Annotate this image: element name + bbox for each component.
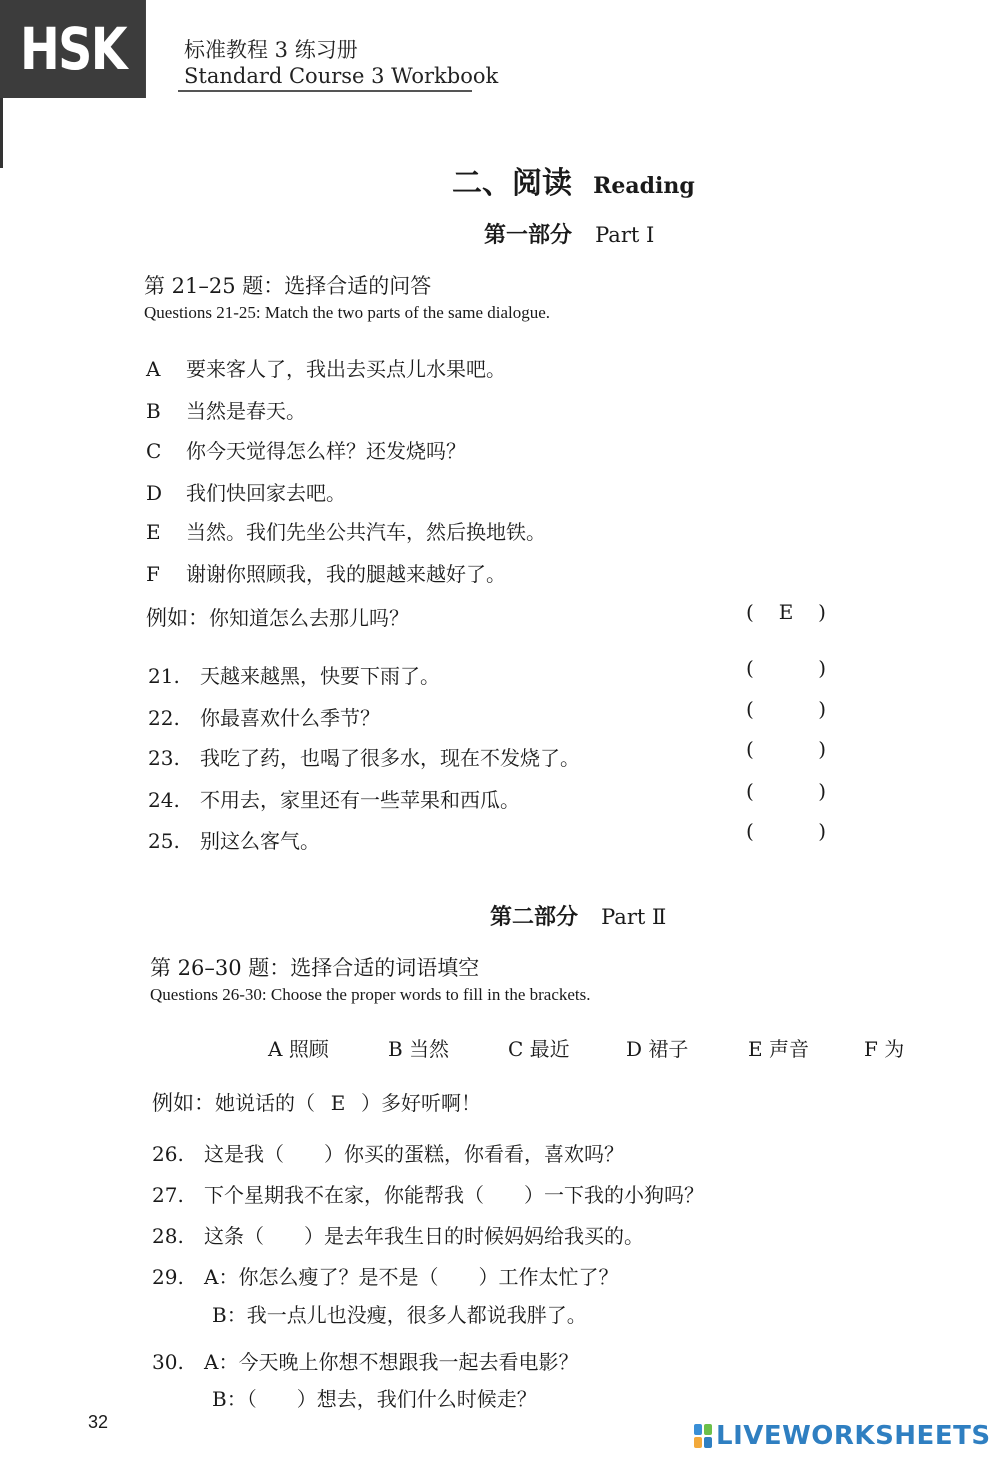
word-letter: A (268, 1037, 283, 1061)
answer-slot-25[interactable]: ( ) (746, 819, 826, 843)
word-text: 当然 (409, 1037, 450, 1061)
word-text: 裙子 (648, 1037, 689, 1061)
header-rule (178, 90, 472, 92)
liveworksheets-logo-icon (694, 1424, 712, 1448)
word-text: 最近 (529, 1037, 570, 1061)
option-text: 当然。我们先坐公共汽车，然后换地铁。 (186, 520, 546, 544)
page-edge-line (0, 98, 3, 168)
word-a (268, 1033, 329, 1062)
question-text: A：今天晚上你想不想跟我一起去看电影？ (204, 1350, 579, 1374)
option-text: 当然是春天。 (186, 399, 306, 423)
question-text: 不用去，家里还有一些苹果和西瓜。 (200, 788, 520, 812)
question-text: 我吃了药，也喝了很多水，现在不发烧了。 (200, 746, 580, 770)
question-text: 别这么客气。 (200, 829, 320, 853)
book-title-zh: 标准教程 3 练习册 (184, 38, 358, 62)
answer-slot-21[interactable]: ( ) (746, 656, 826, 680)
part2-instruction-zh: 第 26–30 题：选择合适的词语填空 (150, 956, 480, 980)
example-before: 她说话的（ (215, 1091, 315, 1115)
hsk-logo: HSK (0, 0, 146, 98)
word-letter: B (388, 1037, 403, 1061)
part1-instruction-zh: 第 21–25 题：选择合适的问答 (144, 274, 432, 298)
question-text: A：你怎么瘦了？是不是（ ）工作太忙了？ (204, 1265, 619, 1289)
answer-slot-24[interactable]: ( ) (746, 779, 826, 803)
liveworksheets-brand[interactable] (694, 1421, 991, 1451)
section-title-zh: 二、阅读 (452, 166, 572, 201)
question-number: 28. (152, 1224, 184, 1248)
example-label: 例如： (152, 1091, 215, 1115)
question-23 (148, 742, 580, 771)
option-letter: F (146, 562, 160, 586)
section-title (452, 158, 695, 202)
page-number: 32 (88, 1412, 109, 1432)
question-number: 27. (152, 1183, 184, 1207)
option-letter: E (146, 520, 161, 544)
word-text: 照顾 (288, 1037, 329, 1061)
question-number: 25. (148, 829, 180, 853)
word-text: 声音 (768, 1037, 809, 1061)
question-25 (148, 825, 320, 854)
question-text: 下个星期我不在家，你能帮我（ ）一下我的小狗吗？ (204, 1183, 704, 1207)
question-21 (148, 660, 440, 689)
question-29 (152, 1261, 618, 1290)
question-number: 23. (148, 746, 180, 770)
option-text: 我们快回家去吧。 (186, 481, 346, 505)
option-letter: A (146, 357, 161, 381)
option-letter: B (146, 399, 161, 423)
example-answer: E (330, 1091, 346, 1115)
question-28 (152, 1220, 644, 1249)
part2-title-zh: 第二部分 (490, 904, 579, 930)
part2-title-en: Part Ⅱ (601, 905, 667, 929)
example-label: 例如： (146, 606, 209, 630)
part1-title (484, 218, 654, 249)
word-letter: D (626, 1037, 643, 1061)
word-letter: C (508, 1037, 524, 1061)
word-e (748, 1033, 809, 1062)
question-number: 30. (152, 1350, 184, 1374)
option-text: 要来客人了，我出去买点儿水果吧。 (186, 357, 506, 381)
book-title-en: Standard Course 3 Workbook (184, 64, 499, 88)
word-c (508, 1033, 570, 1062)
option-f (146, 558, 506, 587)
example-answer-brackets: ( E ) (746, 600, 826, 624)
part2-example (152, 1087, 481, 1117)
question-number: 24. (148, 788, 180, 812)
option-text: 谢谢你照顾我，我的腿越来越好了。 (186, 562, 506, 586)
question-22 (148, 702, 380, 731)
word-letter: E (748, 1037, 763, 1061)
example-after: ）多好听啊！ (361, 1091, 481, 1115)
brand-text: LIVEWORKSHEETS (716, 1421, 991, 1451)
answer-slot-22[interactable]: ( ) (746, 697, 826, 721)
option-e (146, 516, 546, 545)
answer-slot-23[interactable]: ( ) (746, 737, 826, 761)
question-text: 这条（ ）是去年我生日的时候妈妈给我买的。 (204, 1224, 644, 1248)
question-number: 22. (148, 706, 180, 730)
question-text: 你最喜欢什么季节？ (200, 706, 380, 730)
question-26 (152, 1138, 624, 1167)
question-27 (152, 1179, 704, 1208)
question-30 (152, 1346, 578, 1375)
option-c (146, 435, 466, 464)
part1-title-en: Part Ⅰ (595, 223, 655, 247)
part1-example (146, 602, 409, 632)
word-letter: F (864, 1037, 878, 1061)
part1-title-zh: 第一部分 (484, 222, 573, 248)
section-title-en: Reading (593, 173, 695, 199)
option-letter: D (146, 481, 163, 505)
question-30-reply: B：（ ）想去，我们什么时候走？ (212, 1387, 537, 1411)
word-d (626, 1033, 688, 1062)
question-number: 21. (148, 664, 180, 688)
word-f (864, 1033, 904, 1062)
part1-instruction-en: Questions 21-25: Match the two parts of the same dialogue. (144, 303, 551, 322)
option-d (146, 477, 346, 506)
part2-title (490, 900, 666, 931)
option-letter: C (146, 439, 162, 463)
part2-instruction-en: Questions 26-30: Choose the proper words to fill in the brackets. (150, 985, 591, 1004)
example-text: 你知道怎么去那儿吗？ (209, 606, 409, 630)
option-a (146, 353, 506, 382)
question-text: 天越来越黑，快要下雨了。 (200, 664, 440, 688)
question-text: 这是我（ ）你买的蛋糕，你看看，喜欢吗？ (204, 1142, 624, 1166)
word-text: 为 (884, 1037, 905, 1061)
question-24 (148, 784, 520, 813)
example-answer: E (778, 600, 794, 624)
option-text: 你今天觉得怎么样？还发烧吗？ (186, 439, 466, 463)
question-29-reply: B：我一点儿也没瘦，很多人都说我胖了。 (212, 1303, 587, 1327)
word-b (388, 1033, 449, 1062)
option-b (146, 395, 306, 424)
question-number: 29. (152, 1265, 184, 1289)
question-number: 26. (152, 1142, 184, 1166)
